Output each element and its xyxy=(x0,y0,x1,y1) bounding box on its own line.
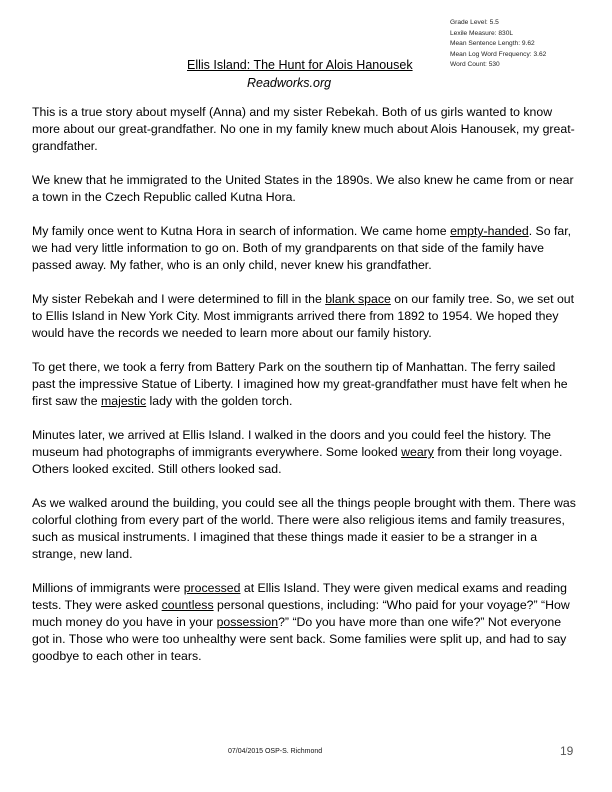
text-run: personal questions, including: “Who paid for your voyage?” “How much money do you have in your xyxy=(32,598,570,629)
lexile-measure: Lexile Measure: 830L xyxy=(450,29,514,37)
paragraph-8 xyxy=(32,580,580,665)
text-metadata xyxy=(450,18,600,71)
text-run: My sister Rebekah and I were determined to fill in the xyxy=(32,292,326,306)
vocab-word: empty-handed xyxy=(450,224,529,238)
paragraph-3 xyxy=(32,223,580,274)
paragraph-1: This is a true story about myself (Anna) and my sister Rebekah. Both of us girls wanted to know more about our great-grandfather. No one in my family knew much about Alois Hanousek, my great-grandfather. xyxy=(32,105,575,153)
text-run: at Ellis Island. They were given medical exams and reading tests. They were asked xyxy=(32,581,567,612)
vocab-word: weary xyxy=(401,445,434,459)
text-run: from their long voyage. Others looked excited. Still others looked sad. xyxy=(32,445,563,476)
document-body xyxy=(32,104,580,682)
document-title: Ellis Island: The Hunt for Alois Hanousek xyxy=(187,58,413,72)
vocab-word: possession xyxy=(216,615,279,629)
text-run: To get there, we took a ferry from Battery Park on the southern tip of Manhattan. The ferry sailed past the impressive Statue of Liberty. I imagined how my great-grandfather must have felt when he first saw the xyxy=(32,360,568,408)
vocab-word: majestic xyxy=(101,394,147,408)
paragraph-2: We knew that he immigrated to the United States in the 1890s. We also knew he came from or near a town in the Czech Republic called Kutna Hora. xyxy=(32,173,574,204)
paragraph-6 xyxy=(32,427,580,478)
text-run: My family once went to Kutna Hora in search of information. We came home xyxy=(32,224,451,238)
vocab-word: countless xyxy=(161,598,214,612)
page-number: 19 xyxy=(560,744,574,758)
text-run: Minutes later, we arrived at Ellis Island. I walked in the doors and you could feel the history. The museum had photographs of immigrants everywhere. Some looked xyxy=(32,428,552,459)
text-run: Millions of immigrants were xyxy=(32,581,184,595)
paragraph-5 xyxy=(32,359,580,410)
vocab-word: blank space xyxy=(325,292,391,306)
text-run: on our family tree. So, we set out to Ellis Island in New York City. Most immigrants arrived there from 1892 to 1954. We hoped they would have the records we needed to learn more about our family history. xyxy=(32,292,575,340)
mean-log-word-frequency: Mean Log Word Frequency: 3.62 xyxy=(450,50,547,58)
paragraph-7: As we walked around the building, you could see all the things people brought with them. There was colorful clothing from every part of the world. There were also religious items and family treasures, such as musical instruments. I imagined that these things made it easier to be a stranger in a strange, new land. xyxy=(32,496,576,561)
text-run: ?” “Do you have more than one wife?” Not everyone got in. Those who were too unhealthy were sent back. Some families were split up, and had to say goodbye to each other in tears. xyxy=(32,615,567,663)
text-run: . So far, we had very little information to go on. Both of my grandparents on that side of the family have passed away. My father, who is an only child, never knew his grandfather. xyxy=(32,224,572,272)
footer-text: 07/04/2015 OSP-S. Richmond xyxy=(228,748,323,755)
vocab-word: processed xyxy=(183,581,241,595)
paragraph-4 xyxy=(32,291,580,342)
word-count: Word Count: 530 xyxy=(450,61,500,68)
text-run: lady with the golden torch. xyxy=(146,394,293,408)
grade-level: Grade Level: 5.5 xyxy=(450,19,499,26)
document-source: Readworks.org xyxy=(247,76,332,90)
mean-sentence-length: Mean Sentence Length: 9.62 xyxy=(450,40,535,47)
